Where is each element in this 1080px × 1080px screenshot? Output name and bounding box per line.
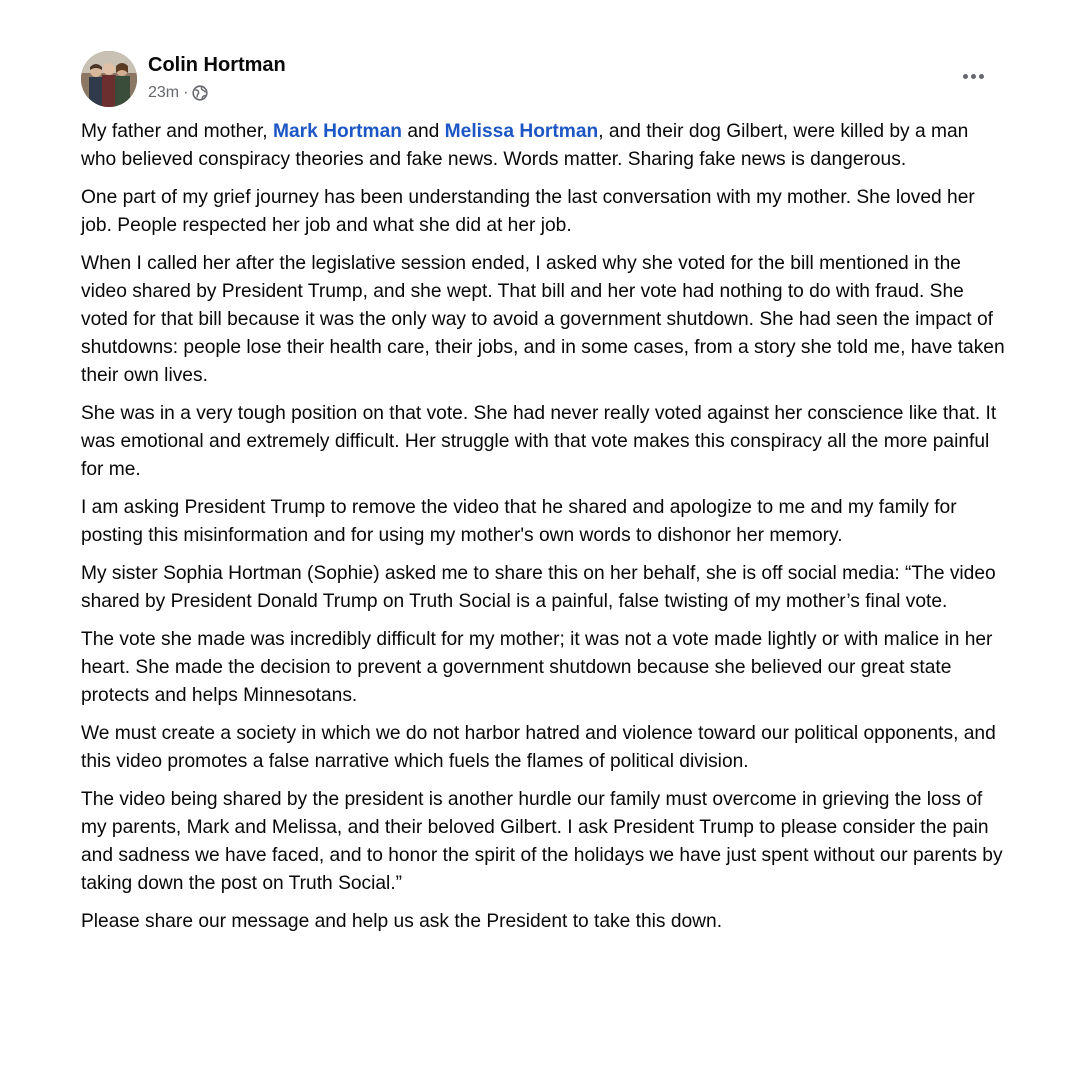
post-meta (148, 83, 208, 103)
post-paragraph-3: When I called her after the legislative session ended, I asked why she voted for the bill mentioned in the video shared by President Trump, and she wept. That bill and her vote had nothing to do with fraud. She voted for that bill because it was the only way to avoid a government shutdown. She had seen the impact of shutdowns: people lose their health care, their jobs, and in some cases, from a story she told me, have taken their own lives. (81, 253, 1005, 386)
author-name[interactable]: Colin Hortman (148, 54, 286, 76)
dot (979, 74, 984, 79)
mention-mark-hortman[interactable]: Mark Hortman (272, 121, 402, 142)
profile-photo (81, 51, 137, 107)
more-options-icon[interactable] (956, 62, 990, 90)
post-body (81, 118, 1006, 946)
meta-separator: · (183, 84, 189, 101)
post-paragraph-10: Please share our message and help us ask the President to take this down. (81, 911, 723, 932)
post-paragraph-8: We must create a society in which we do not harbor hatred and violence toward our political opponents, and this video promotes a false narrative which fuels the flames of political division. (81, 723, 996, 772)
post-paragraph-9: The video being shared by the president is another hurdle our family must overcome in grieving the loss of my parents, Mark and Melissa, and their beloved Gilbert. I ask President Trump to please consider the pain and sadness we have faced, and to honor the spirit of the holidays we have just spent without our parents by taking down the post on Truth Social.” (81, 789, 1003, 894)
post-paragraph-4: She was in a very tough position on that vote. She had never really voted against her conscience like that. It was emotional and extremely difficult. Her struggle with that vote makes this conspiracy all the more painful for me. (81, 403, 997, 480)
post-paragraph-6: My sister Sophia Hortman (Sophie) asked me to share this on her behalf, she is off social media: “The video shared by President Donald Trump on Truth Social is a painful, false twisting of my mother’s final vote. (81, 563, 996, 612)
text-segment: and (401, 121, 445, 142)
author-avatar[interactable] (81, 51, 137, 107)
text-segment: My father and mother, (81, 121, 273, 142)
post-paragraph-2: One part of my grief journey has been understanding the last conversation with my mother. She loved her job. People respected her job and what she did at her job. (81, 187, 975, 236)
post-paragraph-1 (81, 118, 1006, 174)
mention-melissa-hortman[interactable]: Melissa Hortman (444, 121, 599, 142)
post-paragraph-7: The vote she made was incredibly difficult for my mother; it was not a vote made lightly or with malice in her heart. She made the decision to prevent a government shutdown because she believed our great state protects and helps Minnesotans. (81, 629, 993, 706)
globe-icon[interactable] (192, 85, 208, 101)
post-paragraph-5: I am asking President Trump to remove the video that he shared and apologize to me and my family for posting this misinformation and for using my mother's own words to dishonor her memory. (81, 497, 957, 546)
text-segment: , and their dog Gilbert, were killed by a man who believed conspiracy theories and fake news. Words matter. Sharing fake news is dangerous. (81, 121, 969, 170)
dot (963, 74, 968, 79)
dot (971, 74, 976, 79)
post-time[interactable]: 23m (148, 84, 180, 101)
